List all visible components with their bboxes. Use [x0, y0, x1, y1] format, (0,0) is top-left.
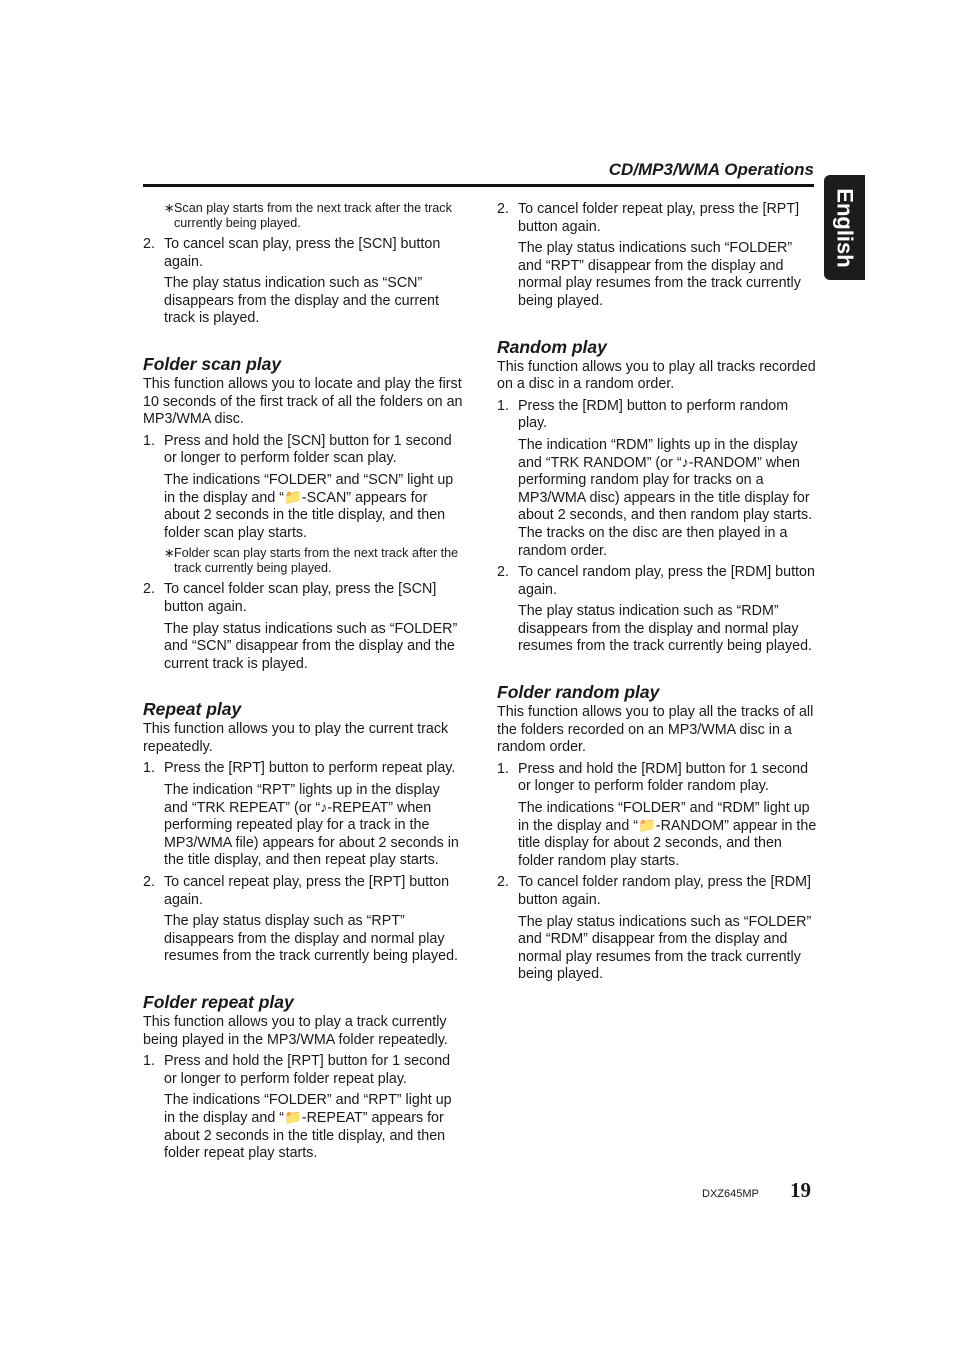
step-text: Press the [RDM] button to perform random play.	[518, 397, 789, 432]
step-detail: The indication “RDM” lights up in the display and “TRK RANDOM” (or “♪-RANDOM” when performing random play for tracks on a MP3/WMA disc) appears in the title display for about 2 seconds, and then random play starts. The tracks on the disc are then played in a random order.	[518, 436, 813, 559]
step-number: 2.	[143, 581, 155, 598]
scan-cancel-step	[143, 236, 463, 328]
step-text: To cancel folder random play, press the [RDM] button again.	[518, 874, 811, 908]
step-number: 2.	[143, 236, 155, 252]
folder-repeat-step-1	[143, 1053, 463, 1163]
folder-scan-step-2	[143, 581, 463, 673]
folder-scan-heading: Folder scan play	[143, 353, 282, 374]
folder-random-heading: Folder random play	[497, 682, 660, 703]
random-step-1	[497, 398, 817, 560]
step-detail: The indications “FOLDER” and “RPT” light up in the display and “📁-REPEAT” appears for about 2 seconds in the title display, and then folder repeat play starts.	[164, 1092, 452, 1162]
step-text: Press and hold the [RPT] button for 1 second or longer to perform folder repeat play.	[164, 1053, 451, 1087]
language-tab	[824, 175, 865, 280]
step-number: 2.	[497, 564, 509, 581]
folder-scan-step-1	[143, 433, 463, 543]
step-detail: The indications “FOLDER” and “SCN” light up in the display and “📁-SCAN” appears for about 2 seconds in the title display, and then folder scan play starts.	[164, 471, 454, 541]
scan-note: ∗ Scan play starts from the next track after the track currently being played.	[164, 201, 463, 231]
step-number: 2.	[497, 201, 509, 217]
step-text: To cancel random play, press the [RDM] button again.	[518, 564, 815, 598]
step-number: 2.	[143, 874, 155, 891]
step-number: 1.	[143, 432, 155, 449]
random-heading: Random play	[497, 336, 607, 357]
step-detail: The play status display such as “RPT” disappears from the display and normal play resumes from the track currently being played.	[164, 913, 459, 965]
step-detail: The play status indications such as “FOLDER” and “SCN” disappear from the display and the current track is played.	[164, 620, 458, 672]
language-tab-label: English	[832, 187, 858, 268]
folder-scan-note: ∗ Folder scan play starts from the next track after the track currently being played.	[164, 546, 463, 576]
section-title: CD/MP3/WMA Operations	[608, 160, 814, 179]
folder-random-intro: This function allows you to play all the tracks of all the folders recorded on an MP3/WMA disc in a random order.	[497, 704, 814, 756]
random-intro: This function allows you to play all tracks recorded on a disc in a random order.	[497, 358, 816, 393]
step-text: To cancel folder scan play, press the [SCN] button again.	[164, 581, 437, 615]
folder-repeat-intro: This function allows you to play a track currently being played in the MP3/WMA folder repeatedly.	[143, 1014, 448, 1048]
repeat-step-1	[143, 760, 463, 870]
model-number: DXZ645MP	[702, 1188, 759, 1200]
left-column	[143, 201, 463, 1167]
folder-scan-intro: This function allows you to locate and play the first 10 seconds of the first track of all the folders on an MP3/WMA disc.	[143, 375, 463, 428]
folder-random-step-1	[497, 761, 817, 871]
step-text: Press and hold the [RDM] button for 1 second or longer to perform folder random play.	[518, 760, 809, 795]
step-detail: The play status indication such as “SCN” disappears from the display and the current track is played.	[164, 275, 439, 327]
step-detail: The indication “RPT” lights up in the display and “TRK REPEAT” (or “♪-REPEAT” when performing repeated play for a track in the MP3/WMA file) appears for about 2 seconds in the title display, and then repeat play starts.	[164, 782, 459, 869]
repeat-intro: This function allows you to play the current track repeatedly.	[143, 721, 449, 755]
step-text: To cancel scan play, press the [SCN] button again.	[164, 236, 441, 270]
repeat-heading: Repeat play	[143, 699, 242, 720]
step-text: Press the [RPT] button to perform repeat play.	[164, 760, 456, 777]
right-column	[497, 201, 817, 988]
folder-repeat-heading: Folder repeat play	[143, 992, 294, 1012]
step-detail: The play status indications such “FOLDER” and “RPT” disappear from the display and normal play resumes from the track currently being played.	[518, 240, 801, 309]
folder-repeat-cancel-step	[497, 201, 817, 311]
folder-random-step-2	[497, 874, 817, 984]
repeat-step-2	[143, 874, 463, 966]
step-number: 2.	[497, 874, 509, 891]
header-rule	[143, 184, 814, 187]
page-number: 19	[790, 1178, 811, 1202]
step-text: Press and hold the [SCN] button for 1 second or longer to perform folder scan play.	[164, 432, 452, 467]
random-step-2	[497, 564, 817, 656]
step-number: 1.	[143, 1053, 155, 1070]
step-text: To cancel repeat play, press the [RPT] button again.	[164, 874, 450, 908]
step-detail: The play status indication such as “RDM” disappears from the display and normal play resumes from the track currently being played.	[518, 603, 813, 655]
step-number: 1.	[497, 760, 509, 777]
step-number: 1.	[497, 397, 509, 414]
step-detail: The indications “FOLDER” and “RDM” light up in the display and “📁-RANDOM” appear in the title display for about 2 seconds, and then folder random play starts.	[518, 800, 817, 869]
step-number: 1.	[143, 760, 155, 777]
step-detail: The play status indications such as “FOLDER” and “RDM” disappear from the display and normal play resumes from the track currently being played.	[518, 913, 812, 983]
step-text: To cancel folder repeat play, press the [RPT] button again.	[518, 201, 800, 235]
